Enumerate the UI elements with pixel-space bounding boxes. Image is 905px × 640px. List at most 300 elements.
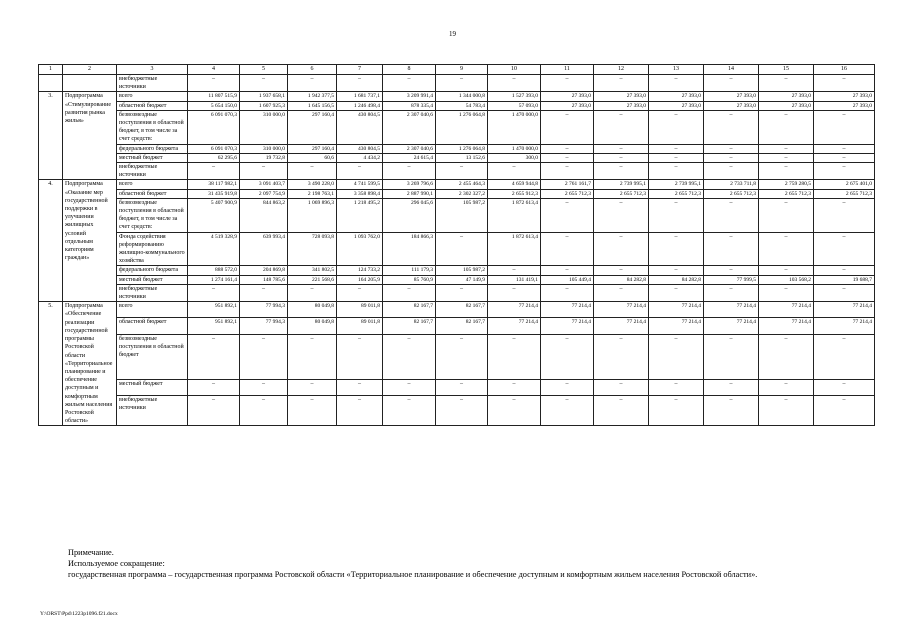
header-cell: 3	[117, 65, 188, 75]
value-cell: 27 393,0	[814, 101, 875, 110]
header-cell: 6	[288, 65, 337, 75]
value-cell: 2 302 327,2	[436, 189, 488, 198]
value-cell: –	[188, 163, 240, 180]
value-cell: –	[288, 163, 337, 180]
value-cell: 47 149,9	[436, 275, 488, 284]
value-cell: 341 802,5	[288, 266, 337, 275]
value-cell: 1 527 393,0	[488, 92, 541, 101]
value-cell: –	[383, 75, 436, 92]
value-cell: –	[649, 379, 704, 395]
source-cell: внебюджетные источники	[117, 284, 188, 301]
value-cell: 1 218 495,2	[337, 198, 383, 232]
value-cell: –	[188, 334, 240, 379]
value-cell: 27 393,0	[704, 101, 759, 110]
num-cell	[39, 75, 63, 92]
value-cell: –	[594, 198, 649, 232]
value-cell: –	[649, 144, 704, 153]
value-cell: 19 688,7	[814, 275, 875, 284]
value-cell: –	[759, 232, 814, 266]
value-cell: –	[488, 284, 541, 301]
value-cell: –	[594, 110, 649, 144]
value-cell: 77 214,4	[704, 318, 759, 334]
table-row	[39, 153, 875, 162]
value-cell: –	[288, 284, 337, 301]
value-cell: –	[240, 163, 288, 180]
value-cell: 105 987,2	[436, 266, 488, 275]
value-cell: –	[541, 198, 594, 232]
value-cell: –	[436, 163, 488, 180]
value-cell: –	[383, 379, 436, 395]
value-cell: –	[649, 75, 704, 92]
notes-abbrev: Используемое сокращение:	[68, 559, 165, 568]
value-cell: 27 393,0	[759, 101, 814, 110]
value-cell: –	[704, 198, 759, 232]
header-cell: 11	[541, 65, 594, 75]
value-cell: 2 655 912,3	[488, 189, 541, 198]
value-cell: 6 091 070,3	[188, 110, 240, 144]
value-cell: 19 732,8	[240, 153, 288, 162]
source-cell: областной бюджет	[117, 101, 188, 110]
table-row	[39, 75, 875, 92]
source-cell: безвозмездные поступления в областной бюджет	[117, 334, 188, 379]
value-cell: 2 761 161,7	[541, 180, 594, 189]
value-cell: 4 659 944,8	[488, 180, 541, 189]
value-cell: 77 994,3	[240, 318, 288, 334]
value-cell: –	[649, 395, 704, 426]
source-cell: внебюджетные источники	[117, 75, 188, 92]
page-number: 19	[449, 30, 456, 38]
value-cell: –	[188, 379, 240, 395]
value-cell: 77 214,4	[649, 302, 704, 318]
name-cell	[63, 75, 117, 92]
value-cell: –	[759, 110, 814, 144]
value-cell: 310 000,0	[240, 144, 288, 153]
value-cell: 1 470 000,0	[488, 144, 541, 153]
program-name: Подпрограмма «Оказание мер государственной поддержки в улучшении жилищных условий отдельным категориям граждан»	[63, 180, 117, 302]
value-cell: 77 214,4	[649, 318, 704, 334]
value-cell: –	[814, 163, 875, 180]
value-cell: 204 869,8	[240, 266, 288, 275]
value-cell: 82 167,7	[383, 318, 436, 334]
value-cell: 3 269 796,6	[383, 180, 436, 189]
value-cell: –	[541, 266, 594, 275]
value-cell: –	[594, 334, 649, 379]
value-cell: 4 741 599,5	[337, 180, 383, 189]
value-cell: 77 994,3	[240, 302, 288, 318]
value-cell: 2 655 712,3	[541, 189, 594, 198]
value-cell: –	[649, 232, 704, 266]
header-cell: 13	[649, 65, 704, 75]
value-cell: –	[814, 153, 875, 162]
value-cell: 11 807 515,9	[188, 92, 240, 101]
value-cell: 1 276 064,8	[436, 110, 488, 144]
source-cell: внебюджетные источники	[117, 163, 188, 180]
value-cell: –	[488, 379, 541, 395]
value-cell: 57 093,0	[488, 101, 541, 110]
header-cell: 7	[337, 65, 383, 75]
value-cell: 27 393,0	[541, 92, 594, 101]
value-cell: –	[814, 110, 875, 144]
value-cell: 124 733,2	[337, 266, 383, 275]
value-cell: –	[436, 379, 488, 395]
value-cell: –	[814, 266, 875, 275]
value-cell: –	[594, 379, 649, 395]
header-cell: 2	[63, 65, 117, 75]
value-cell: 2 307 040,6	[383, 110, 436, 144]
value-cell: –	[541, 110, 594, 144]
value-cell: –	[541, 75, 594, 92]
value-cell: 27 393,0	[541, 101, 594, 110]
value-cell: 1 681 737,1	[337, 92, 383, 101]
header-cell: 16	[814, 65, 875, 75]
value-cell: 844 863,2	[240, 198, 288, 232]
source-cell: Фонда содействия реформированию жилищно-коммунального хозяйства	[117, 232, 188, 266]
value-cell: 82 167,7	[436, 318, 488, 334]
value-cell: 2 739 995,1	[649, 180, 704, 189]
value-cell: 2 759 280,5	[759, 180, 814, 189]
value-cell: –	[337, 334, 383, 379]
notes-block	[40, 547, 870, 580]
value-cell: 300,0	[488, 153, 541, 162]
value-cell: –	[188, 284, 240, 301]
value-cell: –	[704, 153, 759, 162]
header-cell: 14	[704, 65, 759, 75]
value-cell: –	[188, 75, 240, 92]
value-cell: –	[649, 110, 704, 144]
value-cell: 77 214,4	[541, 302, 594, 318]
value-cell: 77 214,4	[704, 302, 759, 318]
table-row	[39, 302, 875, 318]
header-cell: 5	[240, 65, 288, 75]
value-cell: 31 435 919,8	[188, 189, 240, 198]
value-cell: 1 607 925,3	[240, 101, 288, 110]
value-cell: –	[488, 395, 541, 426]
value-cell: –	[337, 75, 383, 92]
value-cell: –	[814, 144, 875, 153]
program-number: 3.	[39, 92, 63, 180]
value-cell: –	[704, 144, 759, 153]
value-cell: 639 993,4	[240, 232, 288, 266]
value-cell: 27 393,0	[594, 101, 649, 110]
table-row	[39, 379, 875, 395]
value-cell: –	[240, 395, 288, 426]
value-cell: –	[240, 284, 288, 301]
value-cell: –	[704, 334, 759, 379]
value-cell: –	[288, 75, 337, 92]
value-cell: 77 214,4	[759, 302, 814, 318]
notes-title: Примечание.	[68, 548, 114, 557]
value-cell: 80 049,8	[288, 318, 337, 334]
table-row	[39, 163, 875, 180]
source-cell: областной бюджет	[117, 189, 188, 198]
value-cell: 77 999,5	[704, 275, 759, 284]
source-cell: федерального бюджета	[117, 144, 188, 153]
table-row	[39, 266, 875, 275]
value-cell: 2 097 754,9	[240, 189, 288, 198]
value-cell: 38 117 982,1	[188, 180, 240, 189]
value-cell: 2 655 712,3	[814, 189, 875, 198]
value-cell: 148 785,6	[240, 275, 288, 284]
value-cell: 2 655 712,3	[594, 189, 649, 198]
value-cell: –	[488, 75, 541, 92]
value-cell: 27 393,0	[759, 92, 814, 101]
header-cell: 10	[488, 65, 541, 75]
value-cell: 2 198 763,1	[288, 189, 337, 198]
value-cell: –	[814, 198, 875, 232]
value-cell: 1 872 613,4	[488, 232, 541, 266]
source-cell: федерального бюджета	[117, 266, 188, 275]
value-cell: –	[704, 110, 759, 144]
value-cell: –	[288, 379, 337, 395]
value-cell: 84 282,8	[649, 275, 704, 284]
table-row	[39, 189, 875, 198]
table-row	[39, 275, 875, 284]
header-cell: 8	[383, 65, 436, 75]
value-cell: 2 655 712,3	[704, 189, 759, 198]
value-cell: 77 214,4	[594, 318, 649, 334]
value-cell: –	[240, 334, 288, 379]
source-cell: безвозмездные поступления в областной бюджет, в том числе за счет средств:	[117, 198, 188, 232]
value-cell: 62 295,6	[188, 153, 240, 162]
value-cell: 5 407 900,9	[188, 198, 240, 232]
value-cell: 6 091 070,3	[188, 144, 240, 153]
value-cell: 77 214,4	[814, 302, 875, 318]
header-cell: 15	[759, 65, 814, 75]
value-cell: –	[240, 75, 288, 92]
table-row	[39, 232, 875, 266]
program-number: 4.	[39, 180, 63, 302]
value-cell: –	[594, 232, 649, 266]
value-cell: 103 568,2	[759, 275, 814, 284]
value-cell: –	[488, 334, 541, 379]
value-cell: 296 045,6	[383, 198, 436, 232]
value-cell: –	[814, 395, 875, 426]
table-row	[39, 284, 875, 301]
value-cell: 297 160,4	[288, 110, 337, 144]
table-row	[39, 198, 875, 232]
header-cell: 9	[436, 65, 488, 75]
value-cell: –	[759, 153, 814, 162]
value-cell: 82 167,7	[383, 302, 436, 318]
value-cell: –	[759, 198, 814, 232]
value-cell: –	[383, 163, 436, 180]
value-cell: 27 393,0	[594, 92, 649, 101]
table-row	[39, 395, 875, 426]
value-cell: 164 205,9	[337, 275, 383, 284]
value-cell: 27 393,0	[704, 92, 759, 101]
source-cell: всего	[117, 302, 188, 318]
value-cell: –	[704, 284, 759, 301]
source-cell: местный бюджет	[117, 275, 188, 284]
value-cell: –	[759, 334, 814, 379]
header-cell: 4	[188, 65, 240, 75]
value-cell: –	[541, 163, 594, 180]
value-cell: –	[704, 379, 759, 395]
file-path-footer: Y:\ORST\Ppd\1223p1096.f21.docx	[40, 611, 118, 617]
value-cell: –	[594, 75, 649, 92]
value-cell: –	[814, 284, 875, 301]
value-cell: –	[594, 395, 649, 426]
value-cell: –	[759, 266, 814, 275]
value-cell: –	[814, 232, 875, 266]
value-cell: 105 449,4	[541, 275, 594, 284]
value-cell: –	[704, 163, 759, 180]
value-cell: –	[337, 379, 383, 395]
table-row	[39, 318, 875, 334]
value-cell: –	[814, 334, 875, 379]
value-cell: 82 167,7	[436, 302, 488, 318]
value-cell: 77 214,4	[488, 302, 541, 318]
value-cell: –	[436, 232, 488, 266]
value-cell: 131 419,1	[488, 275, 541, 284]
value-cell: –	[704, 266, 759, 275]
program-name: Подпрограмма «Стимулирование развития рынка жилья»	[63, 92, 117, 180]
source-cell: безвозмездные поступления в областной бюджет, в том числе за счет средств:	[117, 110, 188, 144]
value-cell: 3 091 403,7	[240, 180, 288, 189]
value-cell: 951 892,1	[188, 318, 240, 334]
value-cell: 77 214,4	[541, 318, 594, 334]
table-row	[39, 334, 875, 379]
value-cell: –	[383, 284, 436, 301]
value-cell: 3 209 991,4	[383, 92, 436, 101]
value-cell: 310 000,0	[240, 110, 288, 144]
value-cell: –	[541, 395, 594, 426]
source-cell: внебюджетные источники	[117, 395, 188, 426]
value-cell: 85 760,9	[383, 275, 436, 284]
value-cell: –	[436, 75, 488, 92]
value-cell: –	[649, 163, 704, 180]
value-cell: –	[383, 334, 436, 379]
value-cell: –	[594, 284, 649, 301]
value-cell: 1 645 156,5	[288, 101, 337, 110]
value-cell: –	[594, 163, 649, 180]
value-cell: 89 011,8	[337, 302, 383, 318]
value-cell: 878 335,4	[383, 101, 436, 110]
value-cell: 1 470 000,0	[488, 110, 541, 144]
value-cell: 105 987,2	[436, 198, 488, 232]
source-cell: областной бюджет	[117, 318, 188, 334]
header-row	[39, 65, 875, 75]
value-cell: 3 490 228,0	[288, 180, 337, 189]
value-cell: 888 572,0	[188, 266, 240, 275]
value-cell: 2 307 040,6	[383, 144, 436, 153]
budget-table	[38, 64, 875, 426]
table-row	[39, 101, 875, 110]
value-cell: 1 246 498,4	[337, 101, 383, 110]
value-cell: –	[759, 395, 814, 426]
value-cell: –	[649, 266, 704, 275]
value-cell: 2 675 401,0	[814, 180, 875, 189]
header-cell: 1	[39, 65, 63, 75]
value-cell: 80 049,8	[288, 302, 337, 318]
value-cell: 1 274 161,4	[188, 275, 240, 284]
value-cell: 951 892,1	[188, 302, 240, 318]
program-number: 5.	[39, 302, 63, 426]
value-cell: –	[594, 266, 649, 275]
value-cell: 184 866,3	[383, 232, 436, 266]
value-cell: 24 615,4	[383, 153, 436, 162]
value-cell: –	[541, 144, 594, 153]
header-cell: 12	[594, 65, 649, 75]
value-cell: –	[759, 144, 814, 153]
value-cell: 77 214,4	[759, 318, 814, 334]
value-cell: –	[759, 75, 814, 92]
value-cell: –	[337, 395, 383, 426]
value-cell: –	[759, 379, 814, 395]
value-cell: –	[814, 379, 875, 395]
value-cell: 60,6	[288, 153, 337, 162]
value-cell: 2 455 464,3	[436, 180, 488, 189]
value-cell: 2 655 712,3	[649, 189, 704, 198]
value-cell: 89 011,8	[337, 318, 383, 334]
value-cell: 5 654 150,0	[188, 101, 240, 110]
value-cell: –	[649, 334, 704, 379]
value-cell: 13 152,6	[436, 153, 488, 162]
source-cell: местный бюджет	[117, 379, 188, 395]
value-cell: 54 783,4	[436, 101, 488, 110]
source-cell: всего	[117, 92, 188, 101]
value-cell: –	[704, 395, 759, 426]
value-cell: 430 804,5	[337, 144, 383, 153]
value-cell: 430 804,5	[337, 110, 383, 144]
value-cell: –	[541, 232, 594, 266]
value-cell: 111 179,3	[383, 266, 436, 275]
table-row	[39, 92, 875, 101]
notes-text: государственная программа – государственная программа Ростовской области «Территориальное планирование и обеспечение доступным и комфортным жильем населения Ростовской области».	[68, 570, 758, 579]
value-cell: 27 393,0	[649, 92, 704, 101]
value-cell: 2 887 990,1	[383, 189, 436, 198]
value-cell: –	[488, 163, 541, 180]
value-cell: 1 344 000,8	[436, 92, 488, 101]
value-cell: 77 214,4	[814, 318, 875, 334]
value-cell: –	[759, 284, 814, 301]
value-cell: 2 733 711,8	[704, 180, 759, 189]
value-cell: 221 568,6	[288, 275, 337, 284]
value-cell: 4 519 328,9	[188, 232, 240, 266]
value-cell: 1 942 377,5	[288, 92, 337, 101]
source-cell: местный бюджет	[117, 153, 188, 162]
value-cell: –	[436, 334, 488, 379]
value-cell: 77 214,4	[488, 318, 541, 334]
value-cell: –	[288, 395, 337, 426]
table-row	[39, 110, 875, 144]
value-cell: 1 937 658,1	[240, 92, 288, 101]
value-cell: –	[649, 284, 704, 301]
value-cell: 2 655 712,3	[759, 189, 814, 198]
value-cell: –	[704, 232, 759, 266]
value-cell: –	[488, 266, 541, 275]
value-cell: 2 739 995,1	[594, 180, 649, 189]
value-cell: 1 276 064,8	[436, 144, 488, 153]
value-cell: 1 872 613,4	[488, 198, 541, 232]
value-cell: 728 093,8	[288, 232, 337, 266]
value-cell: –	[288, 334, 337, 379]
table-row	[39, 180, 875, 189]
value-cell: –	[188, 395, 240, 426]
value-cell: 1 069 896,3	[288, 198, 337, 232]
value-cell: –	[814, 75, 875, 92]
value-cell: –	[594, 153, 649, 162]
value-cell: 77 214,4	[594, 302, 649, 318]
value-cell: –	[436, 395, 488, 426]
value-cell: –	[594, 144, 649, 153]
value-cell: –	[759, 163, 814, 180]
value-cell: –	[383, 395, 436, 426]
value-cell: –	[704, 75, 759, 92]
value-cell: 27 393,0	[814, 92, 875, 101]
value-cell: 1 093 762,0	[337, 232, 383, 266]
program-name: Подпрограмма «Обеспечение реализации государственной программы Ростовской области «Территориальное планирование и обеспечение доступным и комфортным жильем населения Ростовской области»	[63, 302, 117, 426]
